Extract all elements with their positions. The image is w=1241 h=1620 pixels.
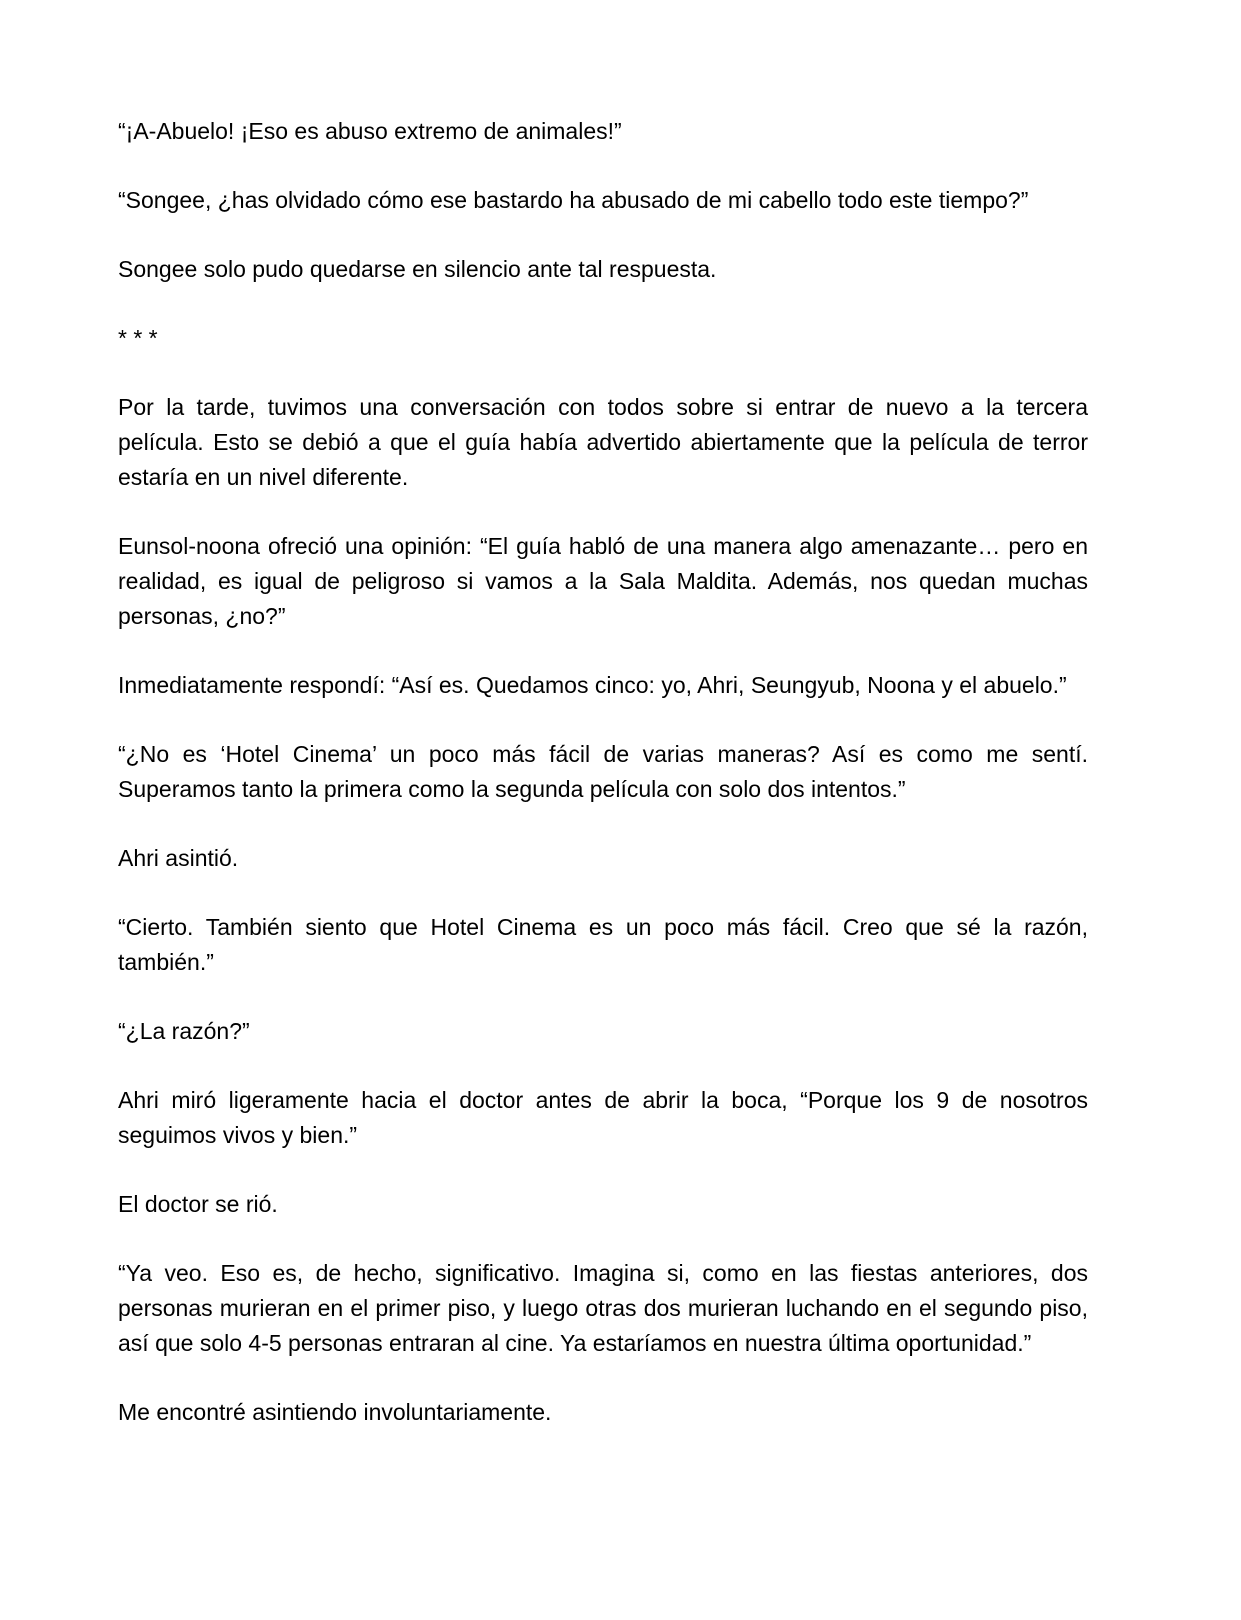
paragraph: “Songee, ¿has olvidado cómo ese bastardo ha abusado de mi cabello todo este tiempo?” bbox=[118, 187, 1029, 213]
paragraph: Ahri miró ligeramente hacia el doctor antes de abrir la boca, “Porque los 9 de nosotros seguimos vivos y bien.” bbox=[118, 1087, 1088, 1148]
paragraph: “¿La razón?” bbox=[118, 1018, 250, 1044]
paragraph: Inmediatamente respondí: “Así es. Quedamos cinco: yo, Ahri, Seungyub, Noona y el abuelo.” bbox=[118, 672, 1067, 698]
paragraph: “Ya veo. Eso es, de hecho, significativo. Imagina si, como en las fiestas anteriores, dos personas murieran en el primer piso, y luego otras dos murieran luchando en el segundo piso, así que solo 4-5 personas entraran al cine. Ya estaríamos en nuestra última oportunidad.” bbox=[118, 1260, 1088, 1356]
paragraph: “¡A-Abuelo! ¡Eso es abuso extremo de animales!” bbox=[118, 118, 622, 144]
paragraph: Ahri asintió. bbox=[118, 845, 239, 871]
scene-break: * * * bbox=[118, 325, 158, 351]
paragraph: Songee solo pudo quedarse en silencio ante tal respuesta. bbox=[118, 256, 717, 282]
paragraph: El doctor se rió. bbox=[118, 1191, 278, 1217]
paragraph: Por la tarde, tuvimos una conversación con todos sobre si entrar de nuevo a la tercera película. Esto se debió a que el guía había advertido abiertamente que la película de terror estaría en un nivel diferente. bbox=[118, 394, 1088, 490]
paragraph: “Cierto. También siento que Hotel Cinema es un poco más fácil. Creo que sé la razón, también.” bbox=[118, 914, 1088, 975]
paragraph: Me encontré asintiendo involuntariamente. bbox=[118, 1399, 552, 1425]
document-body bbox=[118, 114, 1088, 1430]
paragraph: Eunsol-noona ofreció una opinión: “El guía habló de una manera algo amenazante… pero en realidad, es igual de peligroso si vamos a la Sala Maldita. Además, nos quedan muchas personas, ¿no?” bbox=[118, 533, 1088, 629]
paragraph: “¿No es ‘Hotel Cinema’ un poco más fácil de varias maneras? Así es como me sentí. Superamos tanto la primera como la segunda película con solo dos intentos.” bbox=[118, 741, 1088, 802]
